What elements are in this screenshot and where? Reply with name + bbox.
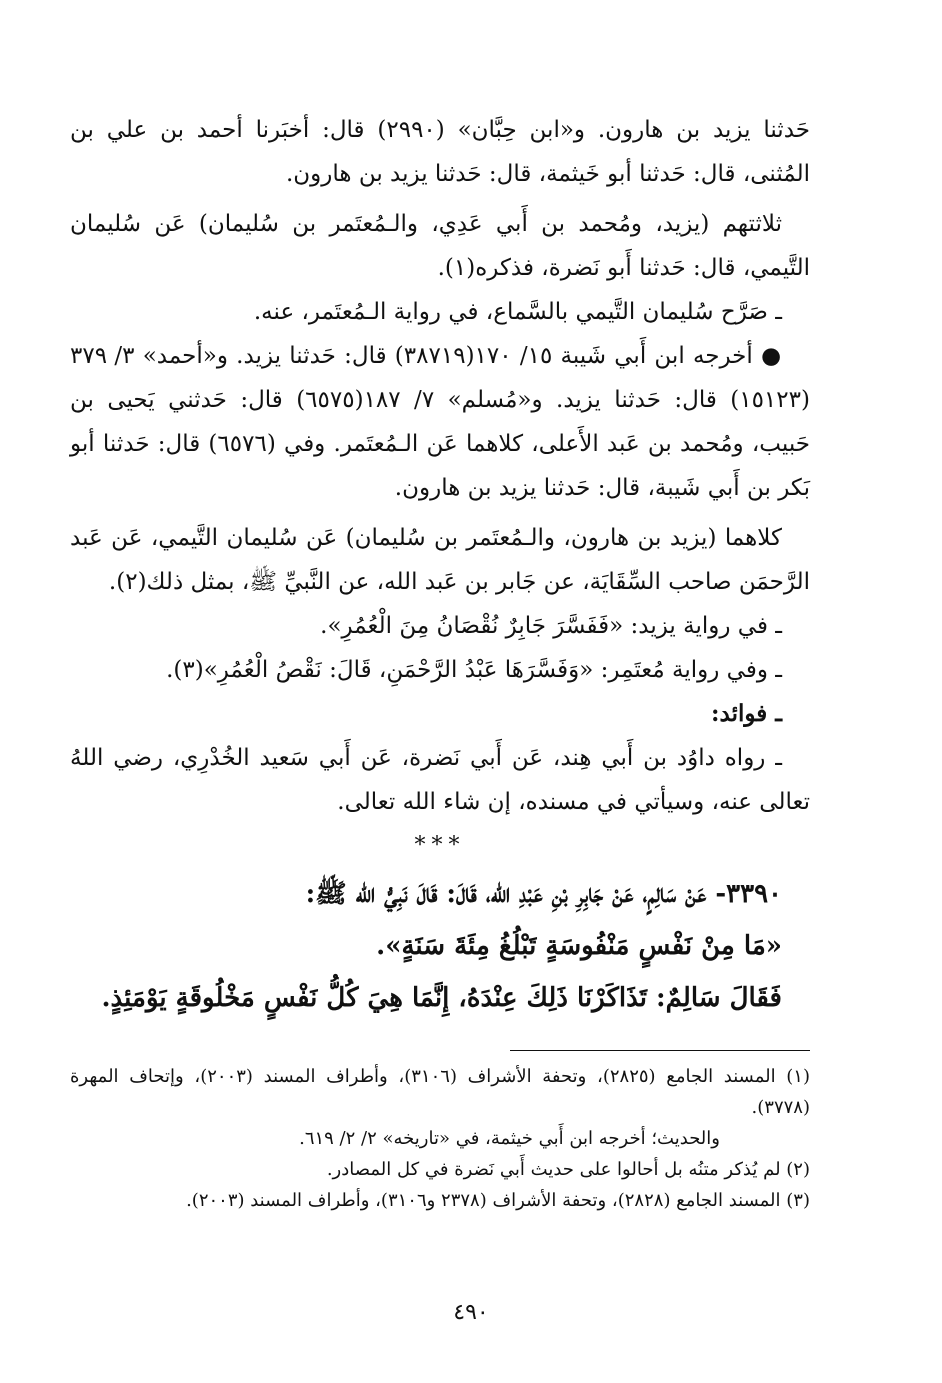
footnote: (١) المسند الجامع (٢٨٢٥)، وتحفة الأشراف (٣١٠٦)، وأطراف المسند (٢٠٠٣)، وإتحاف المهرة (٣٧٧٨).: [70, 1066, 810, 1118]
footnote: والحديث؛ أخرجه ابن أَبي خيثمة، في «تاريخه» ٢/ ٢/ ٦١٩.: [299, 1128, 720, 1149]
main-text: [70, 108, 810, 824]
paragraph: ثلاثتهم (يزيد، ومُحمد بن أَبي عَدِي، والـمُعتَمر بن سُليمان) عَن سُليمان التَّيمي، قال: حَدثنا أَبو نَضرة، فذكره(١).: [70, 211, 810, 281]
paragraph: ـ وفي رواية مُعتَمِر: «وَفَسَّرَهَا عَبْدُ الرَّحْمَنِ، قَالَ: نَقْصُ الْعُمُرِ»(٣).: [166, 657, 782, 683]
footnotes: [70, 1061, 810, 1216]
hadith-text: [70, 868, 810, 1024]
section-separator: ***: [414, 833, 466, 858]
paragraph: ـ رواه داوُد بن أَبي هِند، عَن أَبي نَضرة، عَن أَبي سَعيد الخُدْرِي، رضي اللهُ تعالى عنه، وسيأتي في مسنده، إن شاء الله تعالى.: [70, 745, 810, 815]
paragraph: ـ صَرَّح سُليمان التَّيمي بالسَّماع، في رواية الـمُعتَمر، عنه.: [253, 299, 782, 325]
paragraph: كلاهما (يزيد بن هارون، والـمُعتَمر بن سُليمان) عَن سُليمان التَّيمي، عَن عَبد الرَّحمَن صاحب السِّقَايَة، عن جَابر بن عَبد الله، عن النَّبيِّ ﷺ، بمثل ذلك(٢).: [70, 525, 810, 595]
footnote-divider: [510, 1050, 810, 1051]
page-number: ٤٩٠: [453, 1300, 489, 1325]
book-page: [70, 108, 810, 1216]
section-heading: ـ فوائد:: [711, 700, 782, 727]
hadith-line: «مَا مِنْ نَفْسٍ مَنْفُوسَةٍ تَبْلُغُ مِئَةَ سَنَةٍ».: [376, 931, 782, 961]
hadith-line: ٣٣٩٠- عَنْ سَالِمٍ، عَنْ جَابِرِ بْنِ عَبْدِ الله، قَالَ: قَالَ نَبِيُّ الله ﷺ:: [305, 879, 782, 909]
footnote: (٣) المسند الجامع (٢٨٢٨)، وتحفة الأشراف (٢٣٧٨ و٣١٠٦)، وأطراف المسند (٢٠٠٣).: [186, 1190, 810, 1211]
hadith-line: فَقَالَ سَالِمٌ: تَذَاكَرْنَا ذَلِكَ عِنْدَهُ، إِنَّمَا هِيَ كُلُّ نَفْسٍ مَخْلُوقَةٍ يَوْمَئِذٍ.: [101, 983, 782, 1013]
paragraph: ـ في رواية يزيد: «فَفَسَّرَ جَابِرٌ نُقْصَانُ مِنَ الْعُمُرِ».: [320, 613, 782, 639]
paragraph: ● أخرجه ابن أَبي شَيبة ١٥/ ١٧٠(٣٨٧١٩) قال: حَدثنا يزيد. و«أحمد» ٣/ ٣٧٩ (١٥١٢٣) قال: حَدثنا يزيد. و«مُسلم» ٧/ ١٨٧(٦٥٧٥) قال: حَدثني يَحيى بن حَبيب، ومُحمد بن عَبد الأَعلى، كلاهما عَن الـمُعتَمر. وفي (٦٥٧٦) قال: حَدثنا أبو بَكر بن أَبي شَيبة، قال: حَدثنا يزيد بن هارون.: [70, 343, 810, 501]
footnote: (٢) لم يُذكر متنُه بل أحالوا على حديث أَبي نَضرة في كل المصادر.: [326, 1159, 810, 1180]
paragraph: حَدثنا يزيد بن هارون. و«ابن حِبَّان» (٢٩٩٠) قال: أخبَرنا أحمد بن علي بن المُثنى، قال: حَدثنا أبو خَيثمة، قال: حَدثنا يزيد بن هارون.: [70, 117, 810, 187]
